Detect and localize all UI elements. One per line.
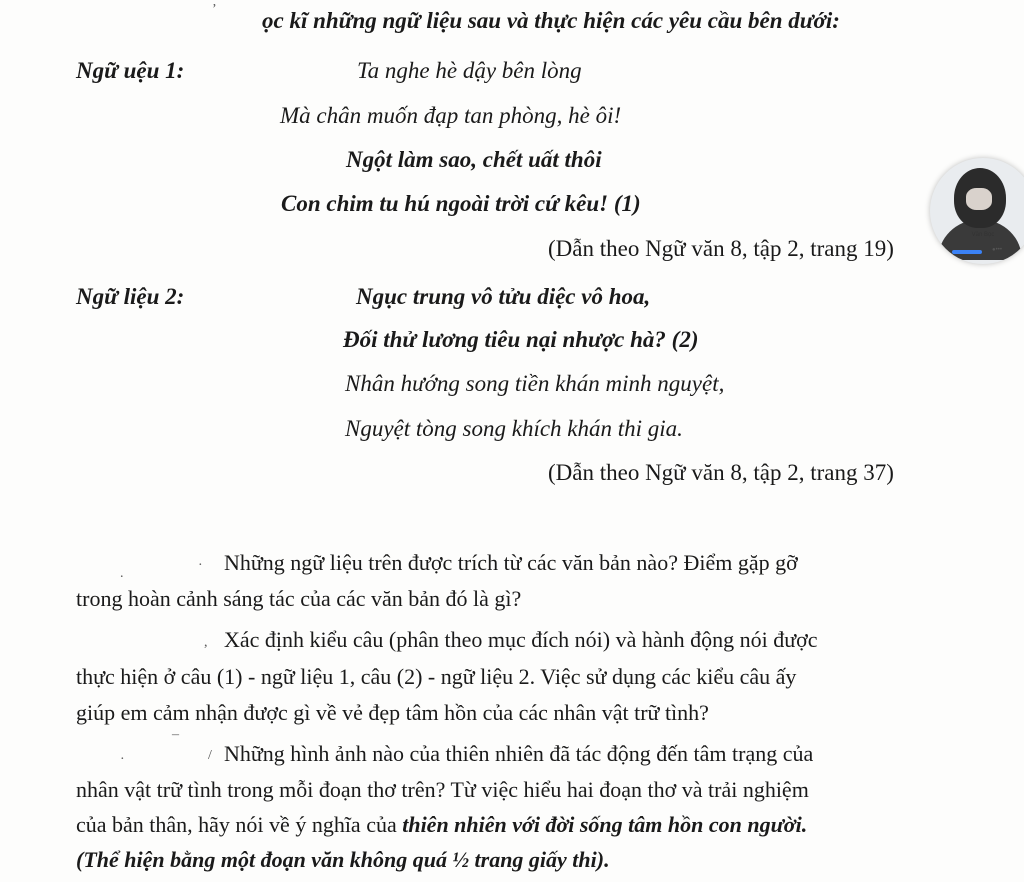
question-1-line-2: trong hoàn cảnh sáng tác của các văn bản đó là gì? <box>76 586 522 611</box>
question-2-line-3: giúp em cảm nhận được gì về vẻ đẹp tâm hồn của các nhân vật trữ tình? <box>76 700 709 725</box>
scan-speck: ¯ <box>172 734 179 749</box>
scan-speck: . <box>120 566 124 581</box>
passage-1-line-2: Mà chân muốn đạp tan phòng, hè ôi! <box>280 103 622 128</box>
passage-2-line-2: Đối thử lương tiêu nại nhược hà? (2) <box>343 327 699 352</box>
passage-1-line-3: Ngột làm sao, chết uất thôi <box>346 147 602 172</box>
passage-1-label: Ngữ uệu 1: <box>76 58 185 83</box>
passage-2-label: Ngữ liệu 2: <box>76 284 185 309</box>
passage-2-citation: (Dẫn theo Ngữ văn 8, tập 2, trang 37) <box>548 460 894 485</box>
question-3-line-1: Những hình ảnh nào của thiên nhiên đã tác động đến tâm trạng của <box>224 741 814 766</box>
instruction-heading: ọc kĩ những ngữ liệu sau và thực hiện các yêu cầu bên dưới: <box>262 8 840 33</box>
scan-speck: / <box>208 748 212 763</box>
scan-speck: · <box>198 558 203 573</box>
avatar-status-bar <box>952 250 982 254</box>
avatar-dots-icon: ●••• <box>992 247 1002 253</box>
passage-1-line-1: Ta nghe hè dậy bên lòng <box>357 58 582 83</box>
question-3-line-4: (Thể hiện bằng một đoạn văn không quá ½ trang giấy thi). <box>76 847 610 872</box>
scan-speck: · <box>120 752 125 767</box>
video-call-avatar[interactable] <box>930 158 1024 264</box>
question-3-emphasis: thiên nhiên với đời sống tâm hồn con người. <box>402 812 808 837</box>
avatar-face <box>966 188 992 210</box>
question-1-line-1: Những ngữ liệu trên được trích từ các văn bản nào? Điểm gặp gỡ <box>224 550 798 575</box>
avatar-name: Văn Bọc <box>971 232 995 238</box>
question-3-line-3 <box>76 812 807 838</box>
passage-1-line-4: Con chim tu hú ngoài trời cứ kêu! (1) <box>281 191 641 216</box>
passage-2-line-1: Ngục trung vô tửu diệc vô hoa, <box>356 284 651 309</box>
scan-speck: ’ <box>212 2 217 17</box>
question-3-line-3-plain: của bản thân, hãy nói về ý nghĩa của <box>76 812 403 837</box>
passage-1-citation: (Dẫn theo Ngữ văn 8, tập 2, trang 19) <box>548 236 894 261</box>
passage-2-line-3: Nhân hướng song tiền khán minh nguyệt, <box>345 371 725 396</box>
scan-speck: , <box>204 635 208 650</box>
question-3-line-2: nhân vật trữ tình trong mỗi đoạn thơ trên? Từ việc hiểu hai đoạn thơ và trải nghiệm <box>76 777 809 802</box>
question-2-line-2: thực hiện ở câu (1) - ngữ liệu 1, câu (2) - ngữ liệu 2. Việc sử dụng các kiểu câu ấy <box>76 664 797 689</box>
question-2-line-1: Xác định kiểu câu (phân theo mục đích nói) và hành động nói được <box>224 627 818 652</box>
passage-2-line-4: Nguyệt tòng song khích khán thi gia. <box>345 416 683 441</box>
